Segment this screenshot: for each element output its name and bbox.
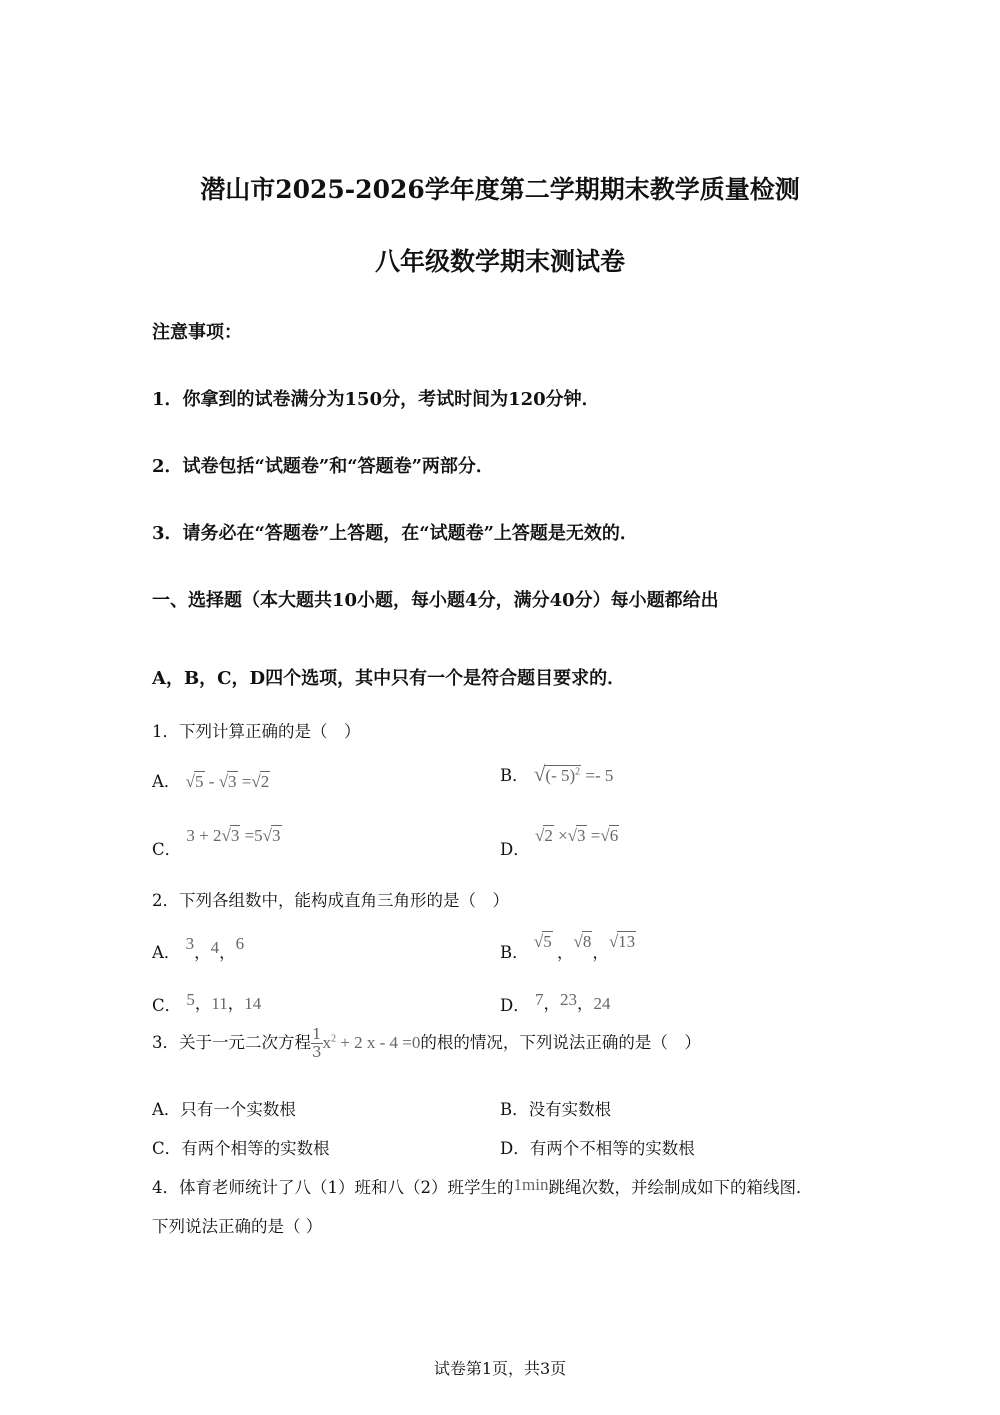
q3-option-c — [152, 1135, 330, 1159]
option-label: D． — [500, 996, 530, 1015]
option-label: A． — [152, 943, 181, 962]
question-4-stem: 4．体育老师统计了八（1）班和八（2）班学生的1min跳绳次数，并绘制成如下的箱线图． — [152, 1175, 813, 1197]
option-math: √(- 5)$^2$ =- 5 — [533, 762, 614, 786]
q3-option-a — [152, 1096, 296, 1120]
q3-option-d — [500, 1135, 695, 1159]
value: 4 — [210, 938, 220, 957]
value: 5 — [186, 990, 195, 1009]
option-math: √5 - √3 =√2 — [185, 772, 270, 791]
value: 14 — [244, 994, 262, 1013]
q1-option-b — [500, 762, 613, 787]
page-footer: 试卷第1页，共3页 — [433, 1359, 567, 1378]
option-label: D． — [500, 840, 530, 859]
value: 24 — [593, 994, 611, 1013]
q1-option-d — [500, 822, 619, 859]
value: 7 — [534, 990, 544, 1009]
option-text: 有两个不相等的实数根 — [529, 1139, 695, 1158]
option-label: A． — [152, 772, 181, 791]
unit: 1min — [513, 1175, 549, 1194]
option-math: √2 ×√3 =√6 — [534, 826, 619, 845]
section-heading: 一、选择题（本大题共10小题，每小题4分，满分40分）每小题都给出 — [152, 590, 719, 611]
question-1-stem: 1．下列计算正确的是（ ） — [152, 722, 361, 741]
question-3-stem: 3．关于一元二次方程 $\frac{1}{3}$ $x^2 + 2$ x - 4 =0的根的情况，下列说法正确的是（ ） — [152, 1025, 701, 1061]
value: 6 — [235, 934, 245, 953]
q2-option-d: D． 7，23，24 — [500, 990, 611, 1015]
option-label: C． — [152, 996, 182, 1015]
page-subtitle: 八年级数学期末测试卷 — [374, 247, 625, 276]
value: 11 — [211, 994, 228, 1013]
notice-item: 1．你拿到的试卷满分为150分，考试时间为120分钟． — [152, 389, 600, 410]
option-math: 3 + 2√3 =5√3 — [186, 826, 281, 845]
q3-option-b — [500, 1096, 611, 1120]
value: 23 — [559, 990, 577, 1009]
value: 3 — [185, 934, 195, 953]
equation: $x^2 + 2$ x - 4 =0 — [322, 1033, 421, 1052]
option-label: B． — [500, 943, 529, 962]
question-2-stem: 2．下列各组数中，能构成直角三角形的是（ ） — [152, 891, 509, 910]
q2-option-a: A． 3，4，6 — [152, 934, 245, 962]
option-label: C． — [152, 840, 182, 859]
option-label: D． — [500, 1139, 530, 1158]
option-text: 有两个相等的实数根 — [181, 1139, 330, 1158]
option-text: 只有一个实数根 — [180, 1100, 296, 1119]
page-title: 潜山市2025-2026学年度第二学期期末教学质量检测 — [200, 175, 800, 204]
q2-option-b: B． √5 ，√8，√13 — [500, 932, 636, 962]
q1-option-c — [152, 822, 282, 859]
fraction: $\frac{1}{3}$ — [312, 1025, 322, 1061]
option-label: B． — [500, 1100, 529, 1119]
q1-option-a — [152, 768, 270, 792]
option-text: 没有实数根 — [528, 1100, 612, 1119]
question-4-stem-cont: 下列说法正确的是（ ） — [152, 1217, 323, 1236]
option-label: A． — [152, 1100, 181, 1119]
option-label: B． — [500, 766, 529, 785]
notice-item: 3．请务必在“答题卷”上答题，在“试题卷”上答题是无效的． — [152, 523, 638, 544]
notice-item: 2．试卷包括“试题卷”和“答题卷”两部分． — [152, 456, 494, 477]
option-math: √5 — [533, 932, 552, 951]
notice-heading: 注意事项： — [152, 322, 242, 343]
q2-option-c: C． 5，11，14 — [152, 990, 262, 1015]
section-heading-cont: A，B，C，D四个选项，其中只有一个是符合题目要求的． — [152, 668, 626, 689]
option-label: C． — [152, 1139, 182, 1158]
